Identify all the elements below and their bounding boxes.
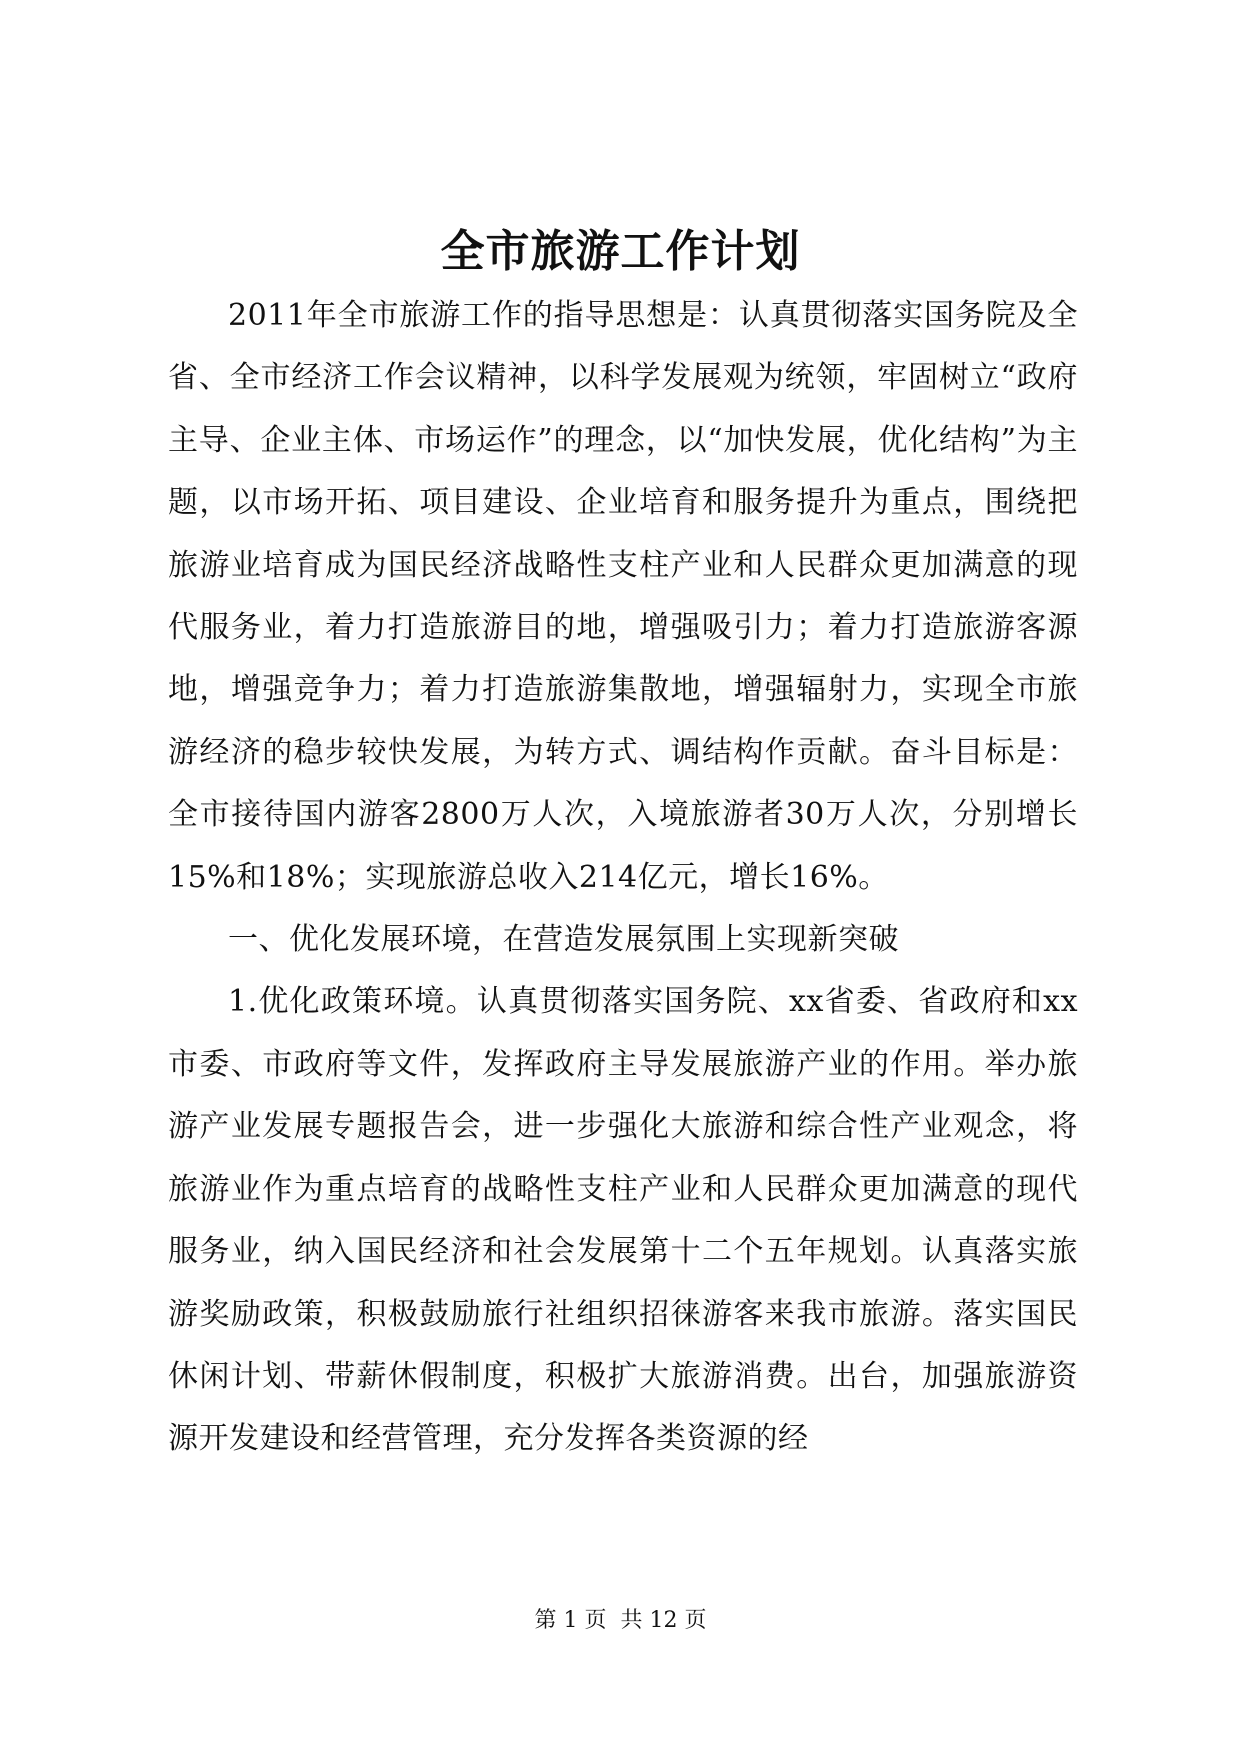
paragraph-intro: 2011年全市旅游工作的指导思想是：认真贯彻落实国务院及全省、全市经济工作会议精神，以科学发展观为统领，牢固树立“政府主导、企业主体、市场运作”的理念，以“加快发展，优化结构”为主题，以市场开拓、项目建设、企业培育和服务提升为重点，围绕把旅游业培育成为国民经济战略性支柱产业和人民群众更加满意的现代服务业，着力打造旅游目的地，增强吸引力；着力打造旅游客源地，增强竞争力；着力打造旅游集散地，增强辐射力，实现全市旅游经济的稳步较快发展，为转方式、调结构作贡献。奋斗目标是：全市接待国内游客2800万人次，入境旅游者30万人次，分别增长15%和18%；实现旅游总收入214亿元，增长16%。 [168,298,1078,895]
document-body [168,285,1078,1471]
section-heading-1: 一、优化发展环境，在营造发展氛围上实现新突破 [228,922,899,958]
paragraph-policy: 1.优化政策环境。认真贯彻落实国务院、xx省委、省政府和xx市委、市政府等文件，发挥政府主导发展旅游产业的作用。举办旅游产业发展专题报告会，进一步强化大旅游和综合性产业观念，将旅游业作为重点培育的战略性支柱产业和人民群众更加满意的现代服务业，纳入国民经济和社会发展第十二个五年规划。认真落实旅游奖励政策，积极鼓励旅行社组织招徕游客来我市旅游。落实国民休闲计划、带薪休假制度，积极扩大旅游消费。出台，加强旅游资源开发建设和经营管理，充分发挥各类资源的经 [168,984,1078,1457]
page-number: 第 1 页 共 12 页 [534,1608,707,1633]
page-footer [0,1606,1241,1636]
document-title: 全市旅游工作计划 [440,226,801,277]
